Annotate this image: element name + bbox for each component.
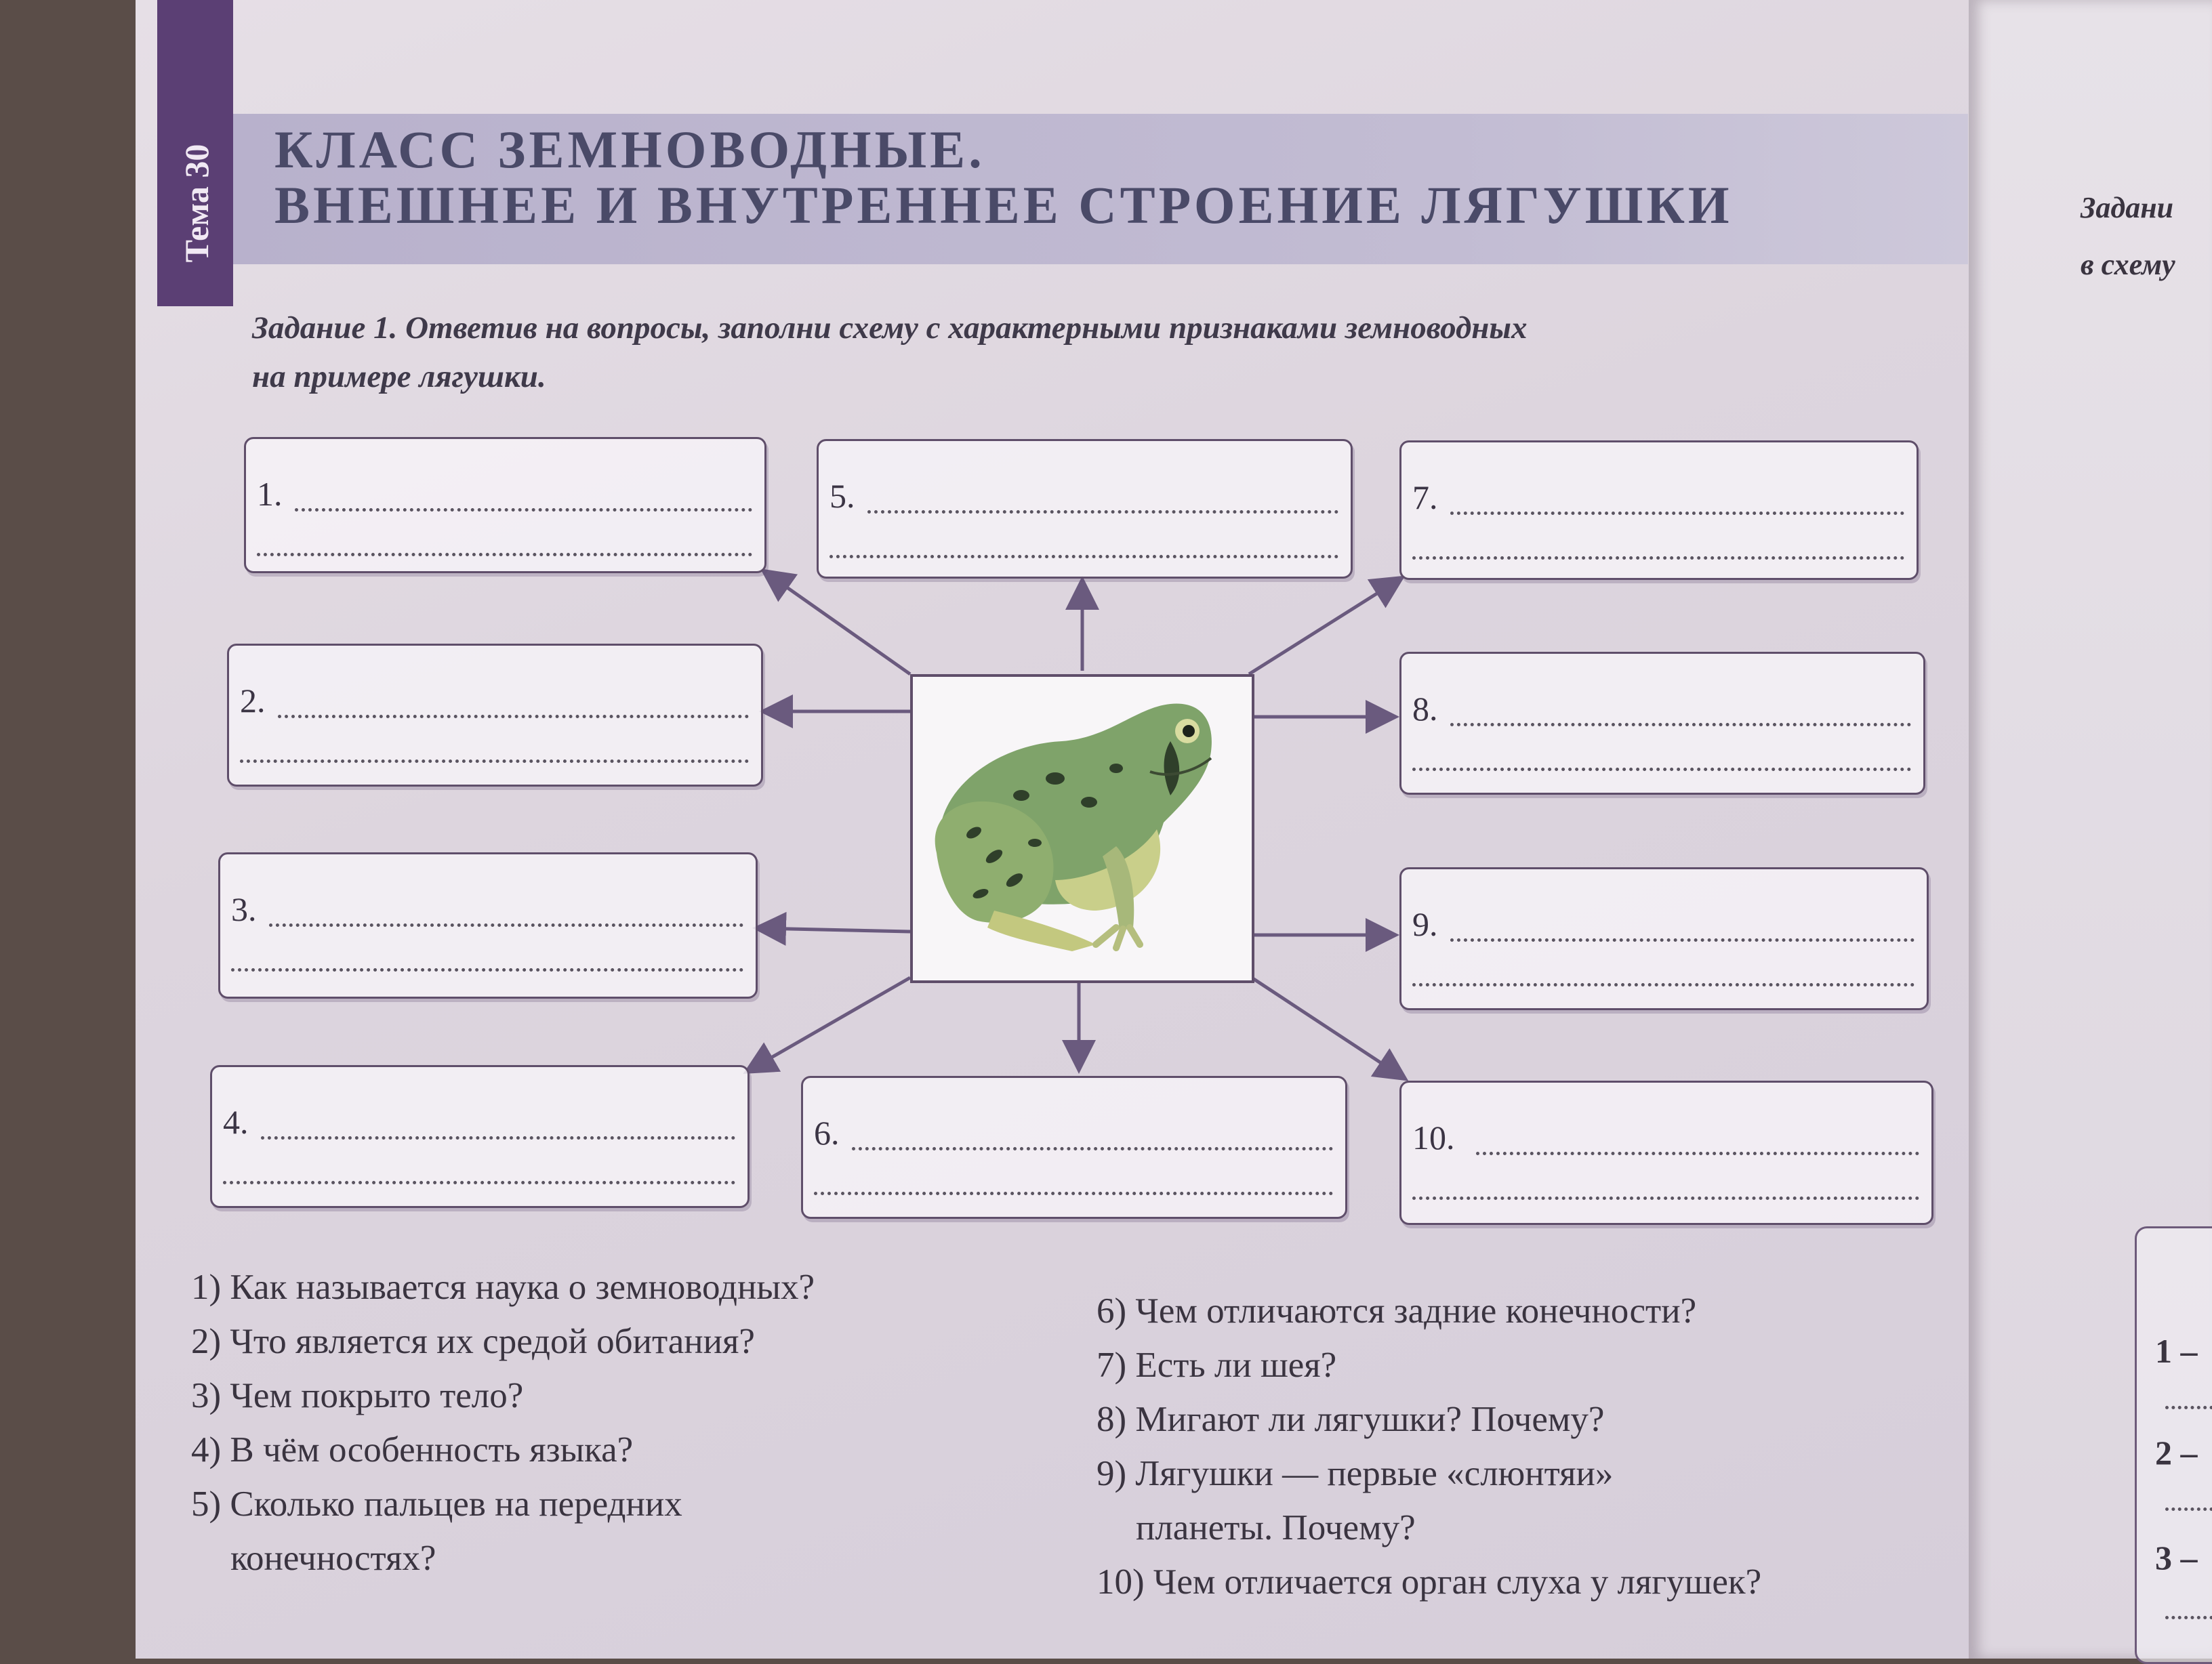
answer-line[interactable] [1476, 1152, 1919, 1155]
box-number: 6. [814, 1114, 840, 1152]
question-2: 2) Что является их средой обитания? [191, 1322, 755, 1361]
question-5: 5) Сколько пальцев на передних [191, 1484, 682, 1524]
task-line-1: Задание 1. Ответив на вопросы, заполни схему с характерными признаками земноводных [252, 310, 1528, 346]
right-item-2: 2 – [2155, 1434, 2198, 1472]
questions-right [1097, 1284, 1761, 1609]
question-4: 4) В чём особенность языка? [191, 1430, 634, 1470]
arrow-to-3 [759, 928, 910, 932]
question-10: 10) Чем отличается орган слуха у лягушек? [1097, 1562, 1762, 1602]
question-1: 1) Как называется наука о земноводных? [191, 1268, 815, 1307]
box-number: 2. [240, 682, 266, 720]
answer-line[interactable] [814, 1192, 1333, 1195]
right-answer-line[interactable] [2165, 1507, 2212, 1511]
answer-box-8[interactable] [1399, 652, 1925, 795]
answer-line[interactable] [231, 968, 743, 972]
right-answer-line[interactable] [2165, 1616, 2212, 1619]
answer-box-2[interactable] [227, 644, 763, 787]
right-item-3: 3 – [2155, 1539, 2198, 1577]
arrow-to-4 [749, 978, 910, 1070]
title-line-2: ВНЕШНЕЕ И ВНУТРЕННЕЕ СТРОЕНИЕ ЛЯГУШКИ [274, 175, 1733, 234]
box-number: 7. [1412, 478, 1438, 516]
question-8: 8) Мигают ли лягушки? Почему? [1097, 1400, 1605, 1439]
box-number: 5. [830, 477, 855, 515]
answer-box-3[interactable] [218, 852, 758, 999]
question-9: 9) Лягушки — первые «слюнтяи» [1097, 1454, 1614, 1493]
answer-line[interactable] [1450, 723, 1911, 726]
right-head-line-2: в схему [2081, 248, 2175, 281]
question-9-cont: планеты. Почему? [1136, 1508, 1416, 1547]
answer-box-7[interactable] [1399, 440, 1919, 580]
box-number: 8. [1412, 690, 1438, 728]
questions-left [191, 1260, 815, 1585]
answer-line[interactable] [269, 923, 743, 927]
arrow-to-10 [1252, 978, 1403, 1077]
answer-line[interactable] [1412, 1197, 1919, 1200]
arrow-to-1 [766, 573, 910, 674]
question-7: 7) Есть ли шея? [1097, 1346, 1337, 1385]
answer-line[interactable] [240, 760, 749, 763]
title-line-1: КЛАСС ЗЕМНОВОДНЫЕ. [274, 120, 985, 179]
box-number: 3. [231, 890, 257, 928]
question-5-cont: конечностях? [230, 1539, 436, 1578]
box-number: 9. [1412, 905, 1438, 943]
right-page-heading [2081, 180, 2175, 293]
answer-line[interactable] [261, 1136, 735, 1140]
answer-line[interactable] [223, 1181, 735, 1184]
answer-line[interactable] [830, 555, 1338, 558]
question-6: 6) Чем отличаются задние конечности? [1097, 1291, 1697, 1331]
right-answer-line[interactable] [2165, 1406, 2212, 1409]
frog-picture-frame [910, 674, 1254, 983]
question-3: 3) Чем покрыто тело? [191, 1376, 524, 1415]
answer-line[interactable] [278, 715, 749, 718]
arrow-to-7 [1249, 579, 1399, 674]
answer-line[interactable] [852, 1147, 1333, 1150]
answer-line[interactable] [1450, 938, 1914, 942]
right-head-line-1: Задани [2081, 191, 2174, 224]
answer-box-9[interactable] [1399, 867, 1929, 1010]
topic-tab-label: Тема 30 [178, 144, 216, 263]
box-number: 4. [223, 1103, 249, 1141]
answer-box-1[interactable] [244, 437, 766, 573]
frog-illustration [913, 677, 1252, 980]
box-number: 1. [257, 475, 283, 513]
answer-line[interactable] [1412, 768, 1911, 771]
answer-line[interactable] [1412, 983, 1914, 986]
answer-line[interactable] [1412, 556, 1904, 560]
answer-line[interactable] [257, 553, 752, 556]
answer-box-6[interactable] [801, 1076, 1347, 1219]
box-number: 10. [1412, 1119, 1455, 1157]
answer-box-10[interactable] [1399, 1081, 1933, 1225]
answer-box-4[interactable] [210, 1065, 750, 1208]
answer-box-5[interactable] [817, 439, 1353, 579]
task-line-2: на примере лягушки. [252, 359, 546, 394]
right-item-1: 1 – [2155, 1332, 2198, 1370]
answer-line[interactable] [295, 508, 752, 512]
answer-line[interactable] [1450, 512, 1904, 515]
answer-line[interactable] [867, 510, 1338, 514]
